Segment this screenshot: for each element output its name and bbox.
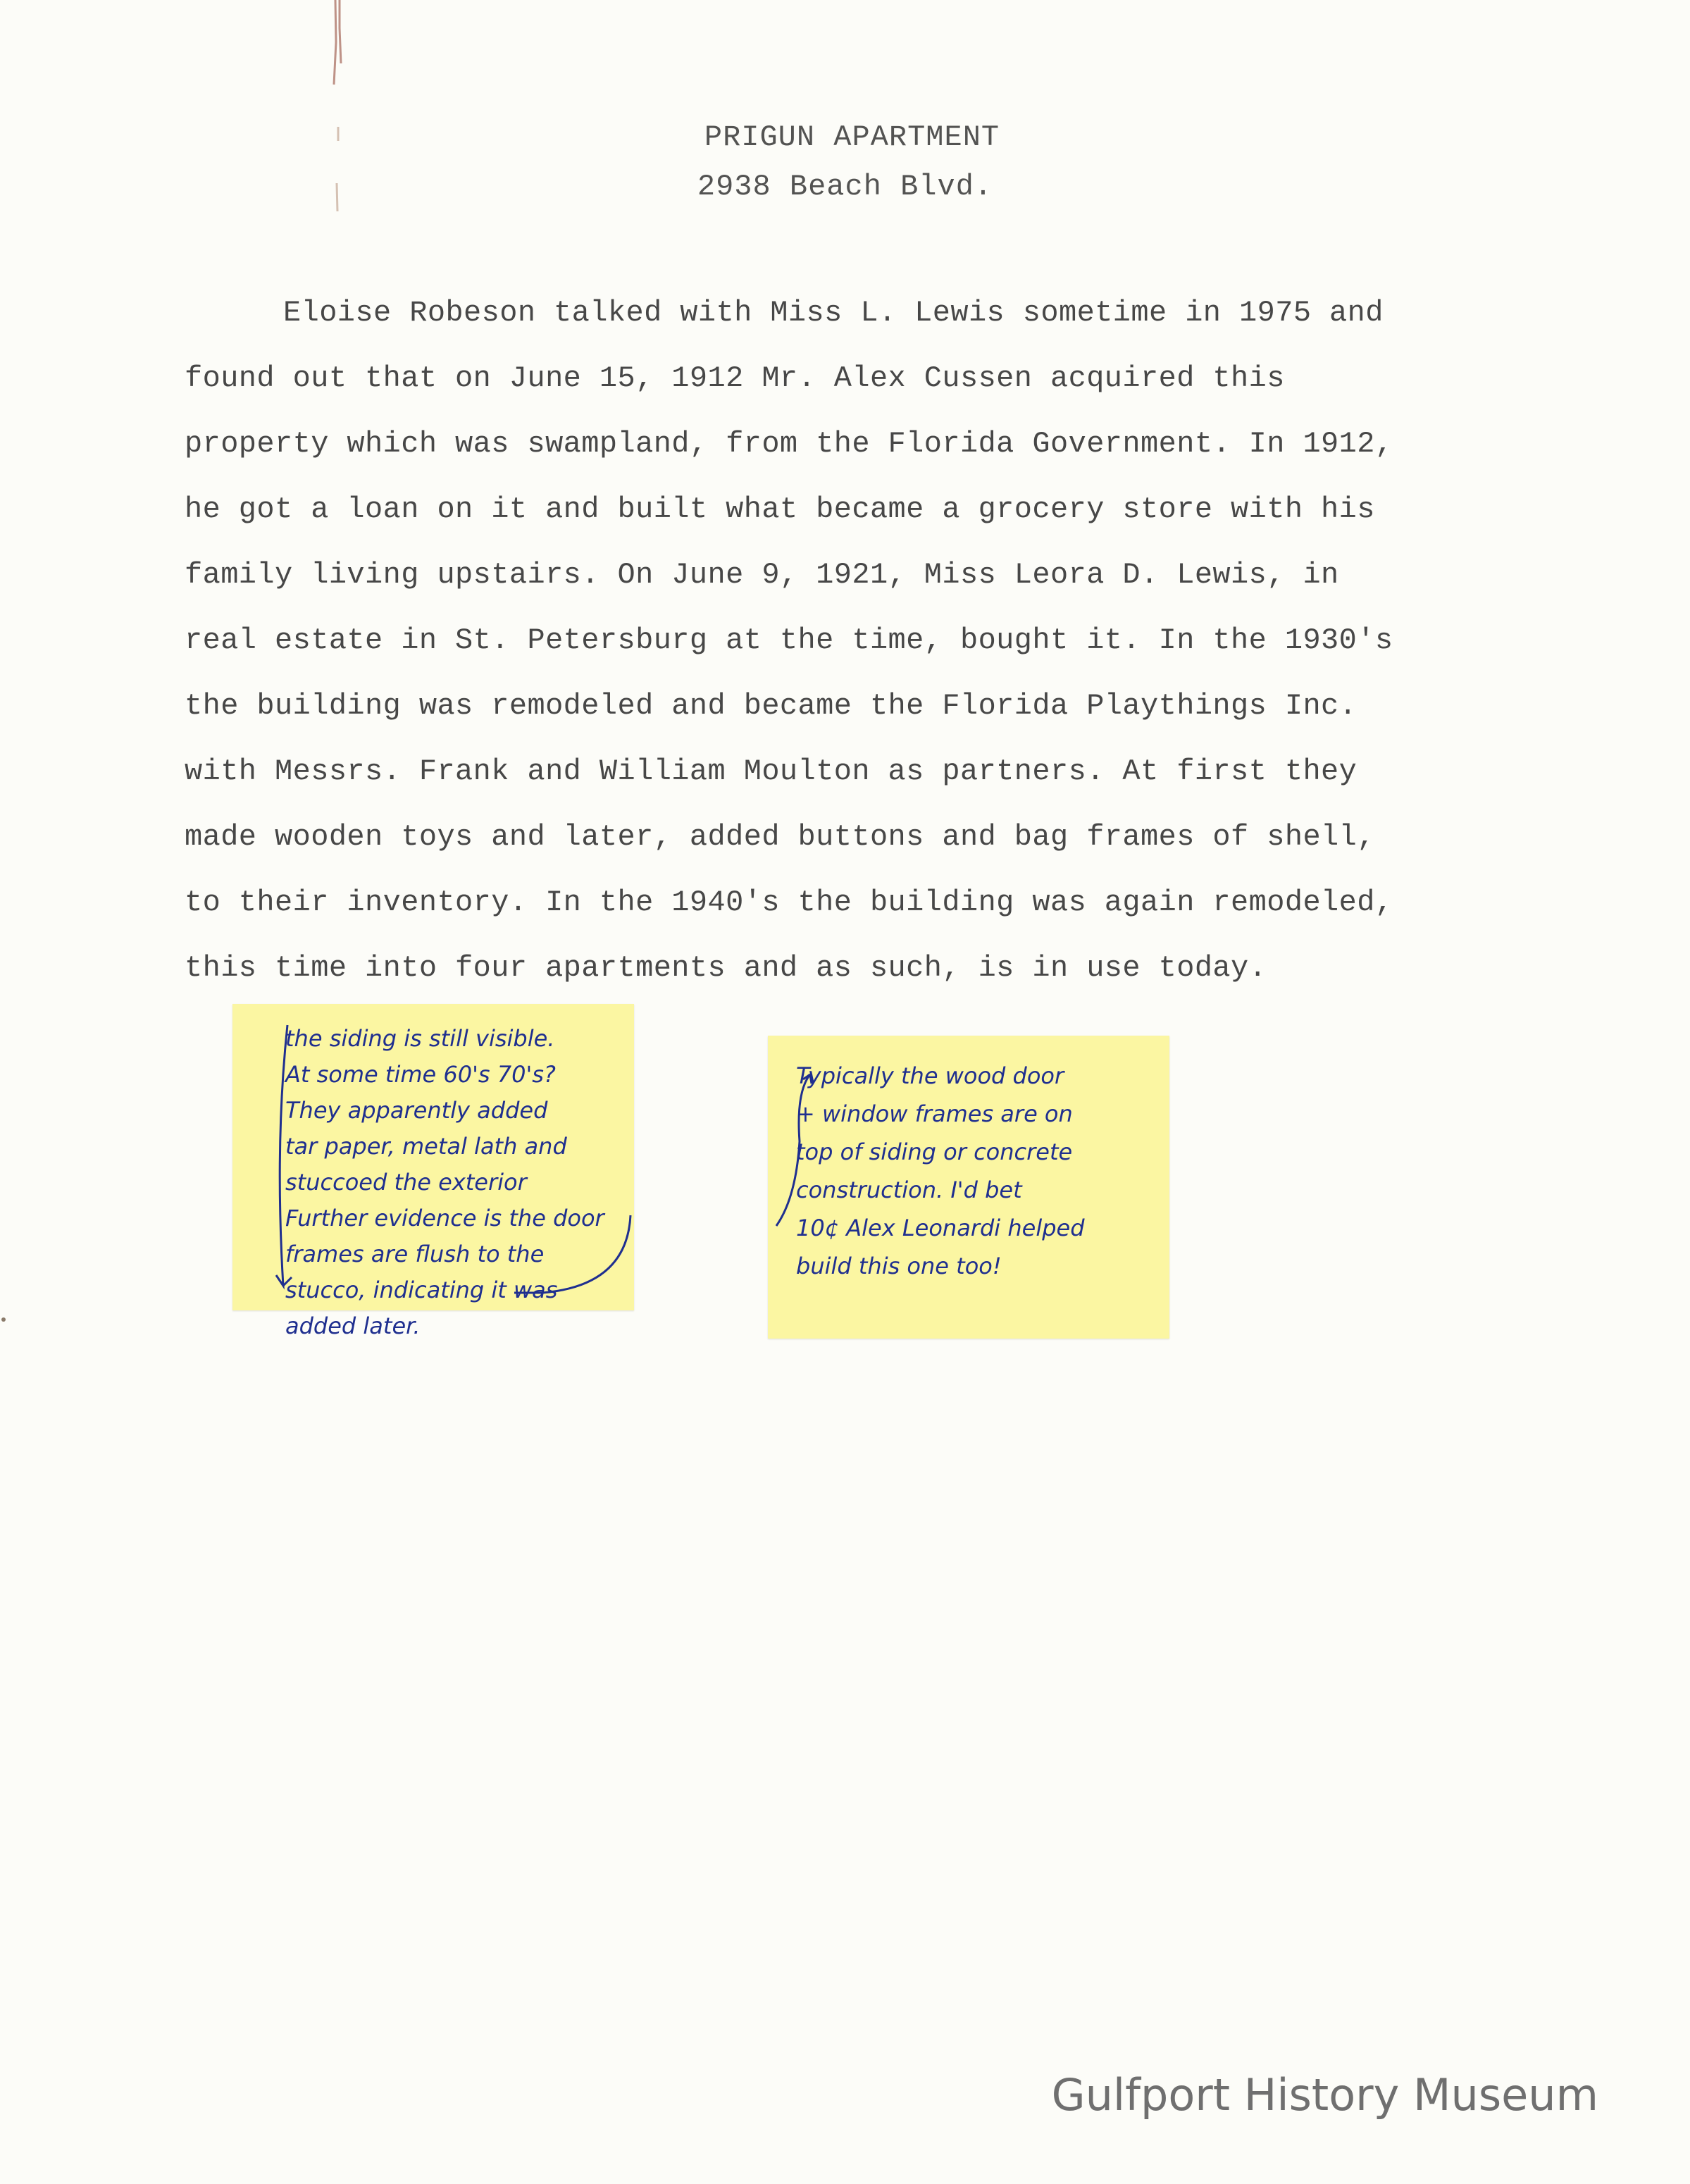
note-line: top of siding or concrete xyxy=(796,1138,1073,1165)
body-line: Eloise Robeson talked with Miss L. Lewis sometime in 1975 and xyxy=(283,296,1384,330)
note-line: frames are flush to the xyxy=(285,1241,545,1267)
note-line: At some time 60's 70's? xyxy=(285,1061,556,1088)
note-line: Typically the wood door xyxy=(796,1062,1064,1089)
sticky-note-left-text xyxy=(285,1021,623,1344)
body-line: family living upstairs. On June 9, 1921, Miss Leora D. Lewis, in xyxy=(185,558,1339,592)
note-line: They apparently added xyxy=(285,1097,548,1124)
note-line: + window frames are on xyxy=(796,1100,1073,1127)
note-line: stucco, indicating it was xyxy=(285,1277,558,1303)
body-paragraph xyxy=(185,280,1537,1001)
note-line: tar paper, metal lath and xyxy=(285,1133,567,1160)
body-line: he got a loan on it and built what became a grocery store with his xyxy=(185,492,1375,526)
note-line: Further evidence is the door xyxy=(285,1205,604,1231)
body-line: to their inventory. In the 1940's the building was again remodeled, xyxy=(185,886,1393,919)
note-line: stuccoed the exterior xyxy=(285,1169,527,1196)
note-line: construction. I'd bet xyxy=(796,1177,1022,1203)
sticky-note-right xyxy=(768,1036,1169,1339)
note-line: the siding is still visible. xyxy=(285,1025,555,1052)
body-line: the building was remodeled and became the Florida Playthings Inc. xyxy=(185,689,1357,723)
document-address: 2938 Beach Blvd. xyxy=(697,170,993,204)
paper-speck xyxy=(1,1317,6,1322)
document-heading xyxy=(0,113,1690,211)
body-line: property which was swampland, from the Florida Government. In 1912, xyxy=(185,427,1393,461)
document-title: PRIGUN APARTMENT xyxy=(704,120,1000,154)
sticky-note-right-text xyxy=(796,1057,1162,1285)
sticky-note-left xyxy=(232,1004,634,1339)
body-line: this time into four apartments and as such, is in use today. xyxy=(185,951,1267,985)
note-line: build this one too! xyxy=(796,1253,1002,1279)
note-line: 10¢ Alex Leonardi helped xyxy=(796,1215,1085,1241)
body-line: real estate in St. Petersburg at the time, bought it. In the 1930's xyxy=(185,623,1393,657)
note-line: added later. xyxy=(285,1313,421,1339)
body-line: made wooden toys and later, added buttons and bag frames of shell, xyxy=(185,820,1375,854)
body-line: found out that on June 15, 1912 Mr. Alex Cussen acquired this xyxy=(185,361,1285,395)
museum-watermark: Gulfport History Museum xyxy=(1051,2069,1598,2121)
body-line: with Messrs. Frank and William Moulton as partners. At first they xyxy=(185,755,1357,788)
